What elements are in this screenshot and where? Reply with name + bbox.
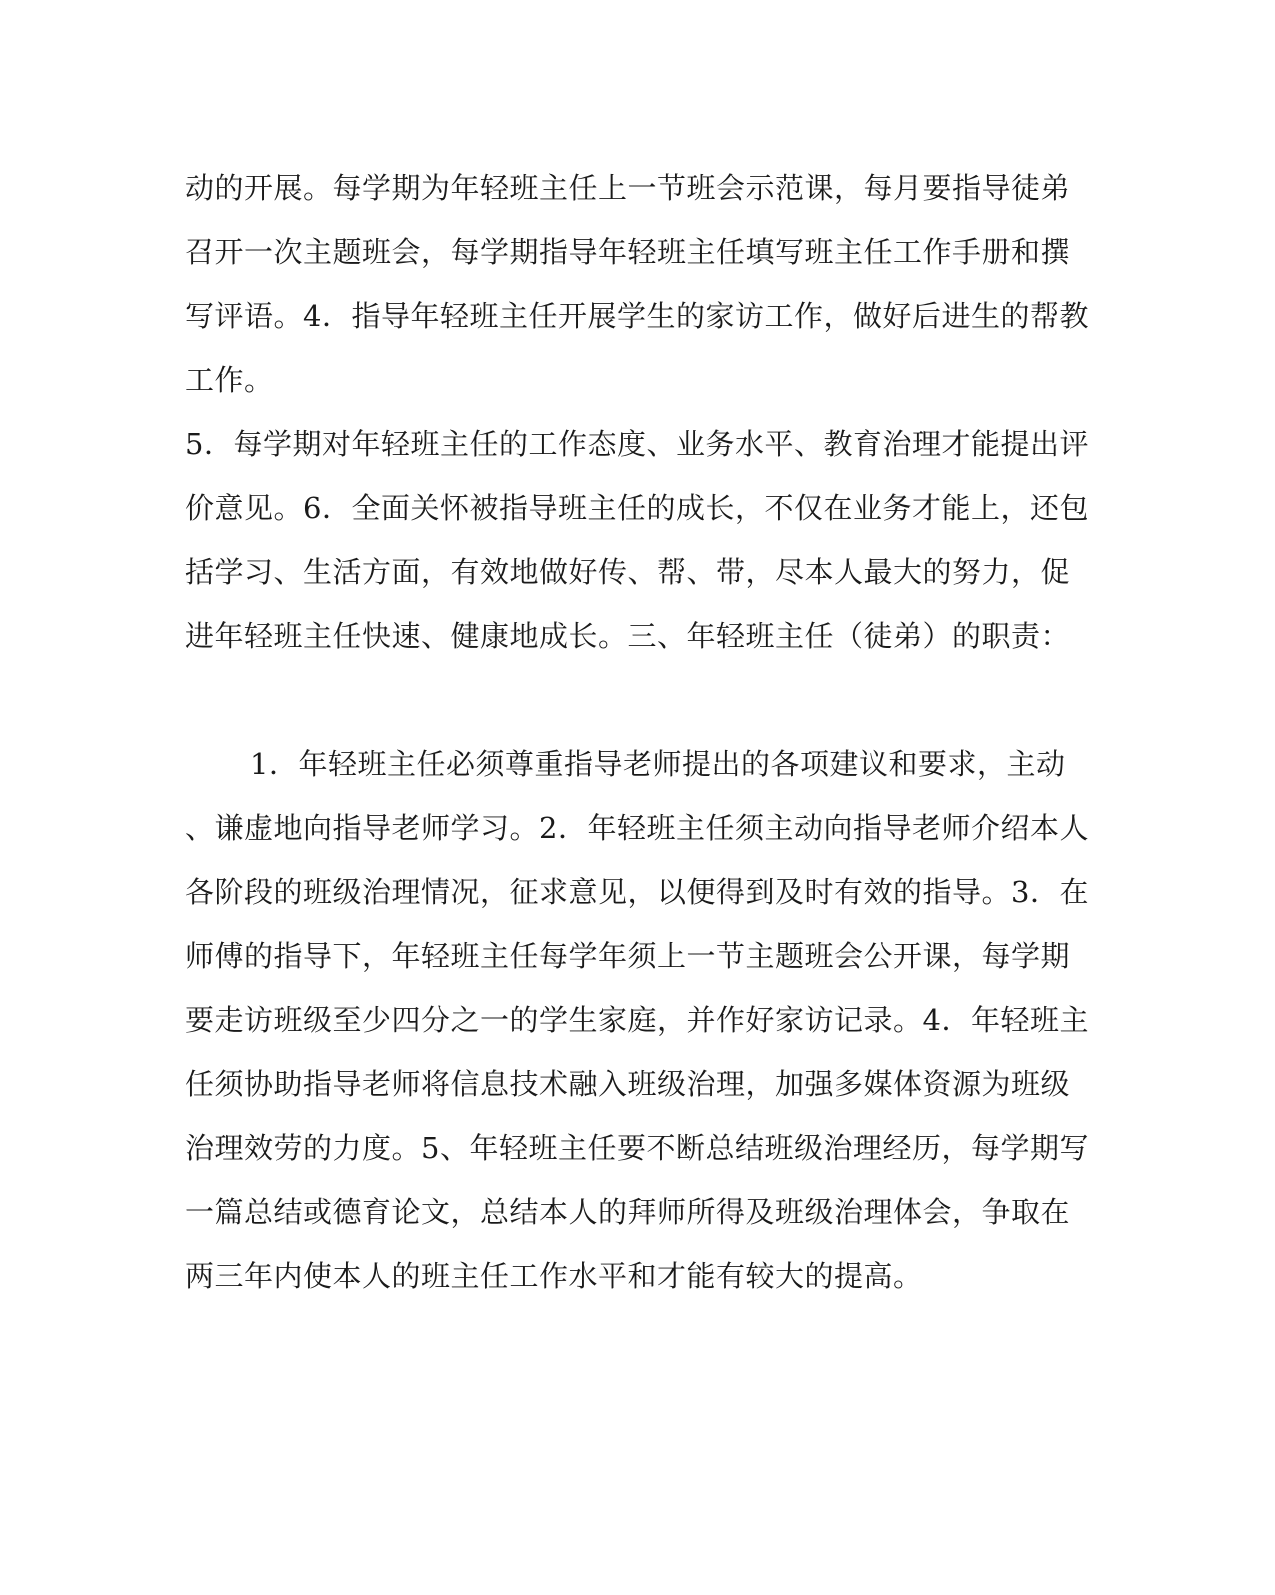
paragraph-start-line: 1．年轻班主任必须尊重指导老师提出的各项建议和要求，主动 bbox=[250, 747, 1066, 781]
text-line: 写评语。4．指导年轻班主任开展学生的家访工作，做好后进生的帮教 bbox=[185, 299, 1089, 333]
text-line: 进年轻班主任快速、健康地成长。三、年轻班主任（徒弟）的职责： bbox=[185, 619, 1071, 653]
text-line: 召开一次主题班会，每学期指导年轻班主任填写班主任工作手册和撰 bbox=[185, 235, 1071, 269]
text-line: 师傅的指导下，年轻班主任每学年须上一节主题班会公开课，每学期 bbox=[185, 939, 1071, 973]
text-line: 5．每学期对年轻班主任的工作态度、业务水平、教育治理才能提出评 bbox=[185, 427, 1089, 461]
text-line: 要走访班级至少四分之一的学生家庭，并作好家访记录。4．年轻班主 bbox=[185, 1003, 1089, 1037]
text-line: 治理效劳的力度。5、年轻班主任要不断总结班级治理经历，每学期写 bbox=[185, 1131, 1089, 1165]
text-line: 工作。 bbox=[185, 363, 274, 397]
text-line: 各阶段的班级治理情况，征求意见，以便得到及时有效的指导。3．在 bbox=[185, 875, 1089, 909]
text-line: 动的开展。每学期为年轻班主任上一节班会示范课，每月要指导徒弟 bbox=[185, 171, 1071, 205]
text-line: 一篇总结或德育论文，总结本人的拜师所得及班级治理体会，争取在 bbox=[185, 1195, 1071, 1229]
text-line: 两三年内使本人的班主任工作水平和才能有较大的提高。 bbox=[185, 1259, 923, 1293]
text-line: 任须协助指导老师将信息技术融入班级治理，加强多媒体资源为班级 bbox=[185, 1067, 1071, 1101]
text-line: 价意见。6．全面关怀被指导班主任的成长，不仅在业务才能上，还包 bbox=[185, 491, 1089, 525]
text-line: 、谦虚地向指导老师学习。2．年轻班主任须主动向指导老师介绍本人 bbox=[185, 811, 1089, 845]
text-line: 括学习、生活方面，有效地做好传、帮、带，尽本人最大的努力，促 bbox=[185, 555, 1071, 589]
